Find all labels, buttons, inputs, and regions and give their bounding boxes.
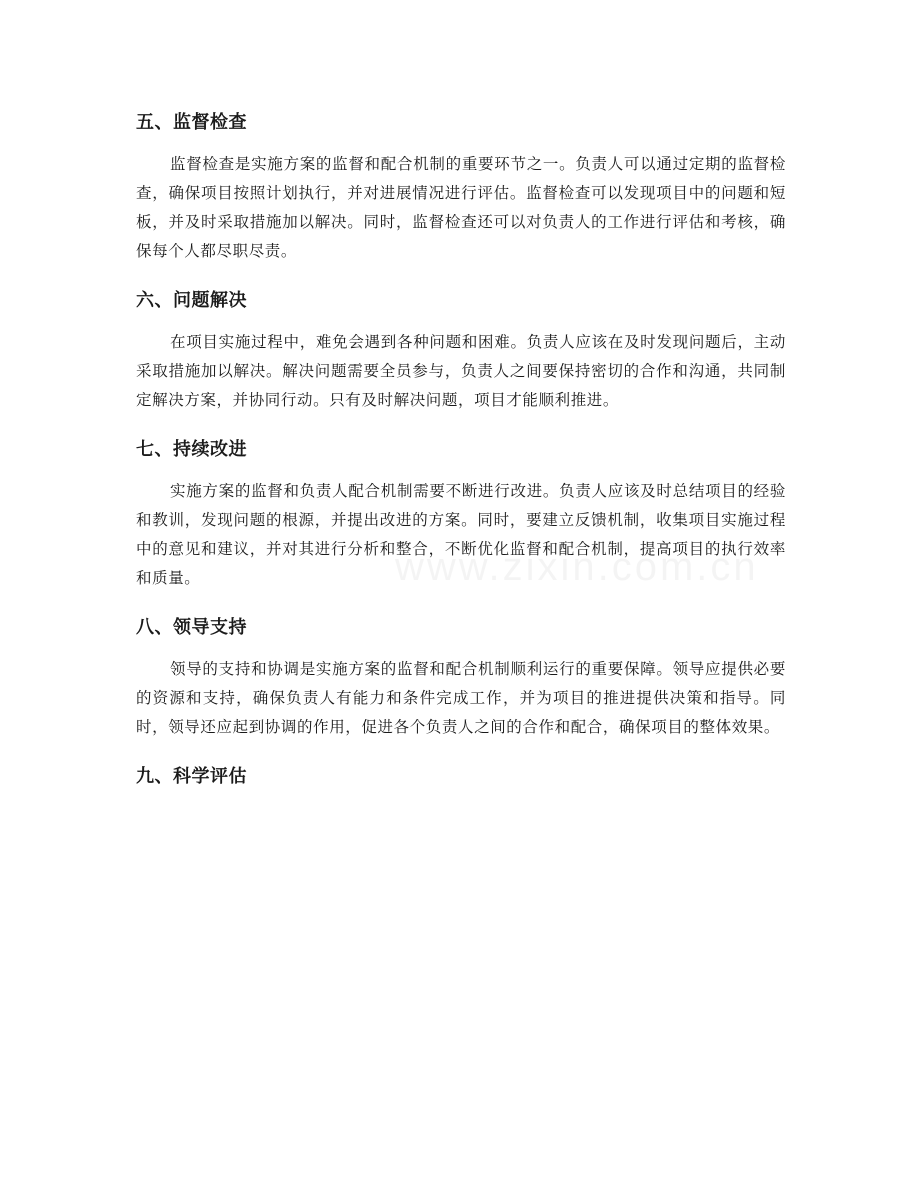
section-continuous-improvement — [136, 431, 786, 593]
section-paragraph: 监督检查是实施方案的监督和配合机制的重要环节之一。负责人可以通过定期的监督检查，确保项目按照计划执行，并对进展情况进行评估。监督检查可以发现项目中的问题和短板，并及时采取措施加以解决。同时，监督检查还可以对负责人的工作进行评估和考核，确保每个人都尽职尽责。 — [136, 155, 786, 260]
section-heading: 五、监督检查 — [136, 112, 247, 133]
section-heading: 七、持续改进 — [136, 439, 247, 460]
section-paragraph: 领导的支持和协调是实施方案的监督和配合机制顺利运行的重要保障。领导应提供必要的资源和支持，确保负责人有能力和条件完成工作，并为项目的推进提供决策和指导。同时，领导还应起到协调的作用，促进各个负责人之间的合作和配合，确保项目的整体效果。 — [136, 660, 786, 736]
section-heading: 九、科学评估 — [136, 766, 247, 787]
section-scientific-evaluation — [136, 758, 786, 796]
section-heading: 六、问题解决 — [136, 290, 247, 311]
section-heading: 八、领导支持 — [136, 617, 247, 638]
section-problem-solving — [136, 282, 786, 415]
document-content — [136, 104, 786, 804]
section-paragraph: 在项目实施过程中，难免会遇到各种问题和困难。负责人应该在及时发现问题后，主动采取措施加以解决。解决问题需要全员参与，负责人之间要保持密切的合作和沟通，共同制定解决方案，并协同行动。只有及时解决问题，项目才能顺利推进。 — [136, 333, 786, 409]
section-leadership-support — [136, 609, 786, 742]
section-supervision — [136, 104, 786, 266]
section-paragraph: 实施方案的监督和负责人配合机制需要不断进行改进。负责人应该及时总结项目的经验和教训，发现问题的根源，并提出改进的方案。同时，要建立反馈机制，收集项目实施过程中的意见和建议，并对其进行分析和整合，不断优化监督和配合机制，提高项目的执行效率和质量。 — [136, 482, 786, 587]
